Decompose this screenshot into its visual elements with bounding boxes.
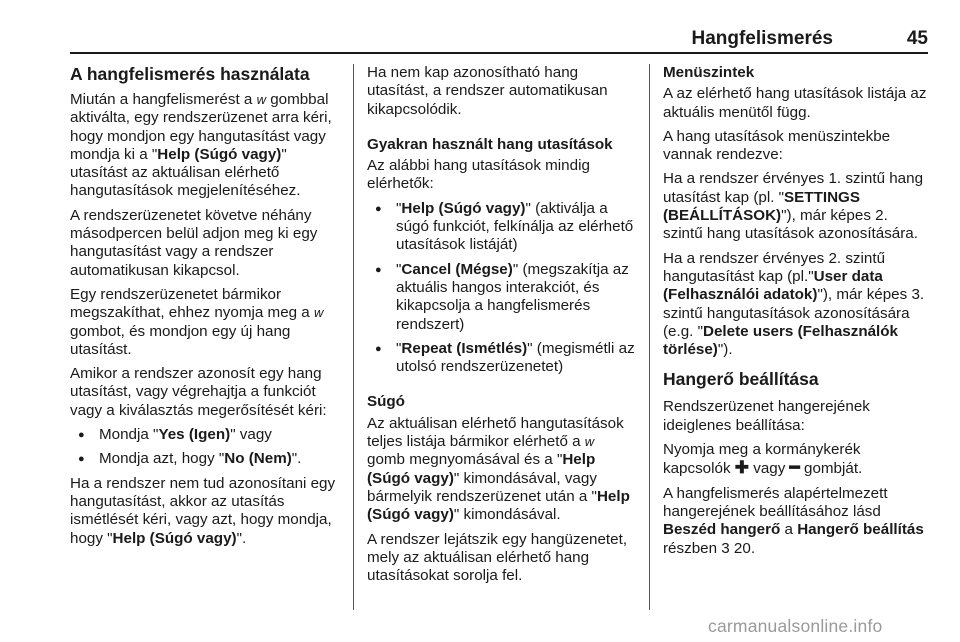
section-heading-volume: Hangerő beállítása [663, 369, 819, 390]
column-1 [70, 64, 340, 554]
plus-icon: ✚ [734, 458, 750, 478]
column-divider [649, 64, 650, 610]
page-number: 45 [906, 28, 928, 49]
list-item: ● Mondja "Yes (Igen)" vagy [70, 426, 340, 444]
paragraph: A rendszerüzenetet követve néhány másodpercen belül adjon meg ki egy hangutasítást vagy a rendszer automatikusan kikapcsol. [70, 206, 318, 279]
paragraph: A hangfelismerés alapértelmezett hangerejének beállításához lásd Beszéd hangerő a Hangerő beállítás részben 3 20. [663, 484, 924, 557]
page-header [70, 26, 928, 54]
column-2 [367, 64, 635, 591]
voice-icon: w [584, 434, 595, 450]
paragraph: Amikor a rendszer azonosít egy hang utasítást, vagy végrehajtja a funkciót vagy a kiválasztás megerősítését kéri: [70, 365, 327, 419]
list-item: ● "Repeat (Ismétlés)" (megismétli az utolsó rendszerüzenetet) [367, 340, 635, 377]
column-divider [353, 64, 354, 610]
paragraph: Miután a hangfelismerést a w gombbal aktiválta, egy rendszerüzenet arra kéri, hogy mondjon egy hangutasítást vagy mondja ki a "Help (Súgó vagy)" utasítást az aktuálisan elérhető hangutasítások megjelenítéséhez. [70, 91, 332, 200]
paragraph: A az elérhető hang utasítások listája az aktuális menütől függ. [663, 85, 927, 121]
subheading-menu-levels: Menüszintek [663, 64, 755, 81]
bullet-list [70, 426, 340, 469]
page-header-title: Hangfelismerés [691, 28, 833, 49]
paragraph: Rendszerüzenet hangerejének ideiglenes beállítása: [663, 398, 870, 434]
paragraph: Ha a rendszer érvényes 2. szintű hangutasítást kap (pl."User data (Felhasználói adatok)"), már képes 3. szintű hangutasítások azonosítására (e.g. "Delete users (Felhasználók törlése)"). [663, 249, 925, 359]
paragraph: Ha a rendszer nem tud azonosítani egy hangutasítást, akkor az utasítás ismétlését kéri, vagy azt, hogy mondja, hogy "Help (Súgó vagy)". [70, 474, 336, 547]
paragraph: Az alábbi hang utasítások mindig elérhetők: [367, 157, 590, 193]
section-heading-usage: A hangfelismerés használata [70, 64, 310, 84]
voice-icon: w [313, 305, 324, 321]
paragraph: Ha nem kap azonosítható hang utasítást, a rendszer automatikusan kikapcsolódik. [367, 64, 608, 118]
minus-icon: ━ [789, 458, 800, 478]
paragraph: Nyomja meg a kormánykerék kapcsolók ✚ vagy ━ gombját. [663, 441, 863, 478]
subheading-help: Súgó [367, 393, 405, 411]
watermark: carmanualsonline.info [708, 616, 883, 636]
list-item: ● "Help (Súgó vagy)" (aktiválja a súgó funkciót, felkínálja az elérhető utasítások listáját) [367, 200, 635, 255]
paragraph: Az aktuálisan elérhető hangutasítások teljes listája bármikor elérhető a w gomb megnyomásával és a "Help (Súgó vagy)" kimondásával, vagy bármelyik rendszerüzenet után a "Help (Súgó vagy)" kimondásával. [367, 414, 630, 524]
list-item: ● Mondja azt, hogy "No (Nem)". [70, 450, 340, 468]
bullet-list [367, 200, 635, 377]
list-item: ● "Cancel (Mégse)" (megszakítja az aktuális hangos interakciót, és kikapcsolja a hangfelismerés rendszert) [367, 261, 635, 334]
paragraph: Egy rendszerüzenetet bármikor megszakíthat, ehhez nyomja meg a w gombot, és mondjon egy új hang utasítást. [70, 285, 324, 358]
column-3 [663, 64, 931, 564]
subheading-common-commands: Gyakran használt hang utasítások [367, 135, 613, 153]
paragraph: Ha a rendszer érvényes 1. szintű hang utasítást kap (pl. "SETTINGS (BEÁLLÍTÁSOK)"), már képes 2. szintű hang utasítások azonosítására. [663, 170, 924, 243]
paragraph: A rendszer lejátszik egy hangüzenetet, mely az aktuálisan elérhető hang utasításokat sorolja fel. [367, 530, 628, 585]
page-reference[interactable]: 3 20 [721, 539, 751, 557]
paragraph: A hang utasítások menüszintekbe vannak rendezve: [663, 127, 891, 164]
voice-icon: w [256, 92, 266, 107]
